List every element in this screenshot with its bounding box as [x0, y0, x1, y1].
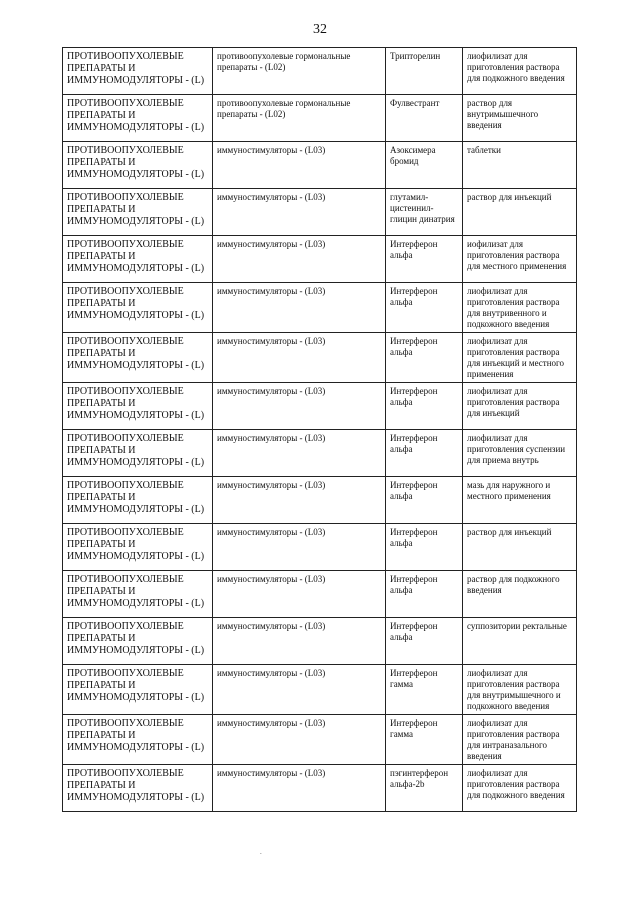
table-row — [63, 715, 577, 765]
table-row — [63, 236, 577, 283]
subgroup-cell: иммуностимуляторы - (L03) — [213, 142, 386, 189]
group-cell: ПРОТИВООПУХОЛЕВЫЕ ПРЕПАРАТЫ И ИММУНОМОДУЛЯТОРЫ - (L) — [63, 665, 213, 715]
group-cell: ПРОТИВООПУХОЛЕВЫЕ ПРЕПАРАТЫ И ИММУНОМОДУЛЯТОРЫ - (L) — [63, 283, 213, 333]
table-row — [63, 765, 577, 812]
dosage-form-cell: лиофилизат для приготовления раствора для внутривенного и подкожного введения — [463, 283, 577, 333]
subgroup-cell: иммуностимуляторы - (L03) — [213, 430, 386, 477]
drug-name-cell: Интерферон альфа — [386, 430, 463, 477]
drug-name-cell: Трипторелин — [386, 48, 463, 95]
dosage-form-cell: лиофилизат для приготовления раствора для инъекций — [463, 383, 577, 430]
drug-name-cell: Фулвестрант — [386, 95, 463, 142]
subgroup-cell: иммуностимуляторы - (L03) — [213, 236, 386, 283]
dosage-form-cell: лиофилизат для приготовления раствора для внутримышечного и подкожного введения — [463, 665, 577, 715]
subgroup-cell: противоопухолевые гормональные препараты - (L02) — [213, 48, 386, 95]
table-row — [63, 383, 577, 430]
subgroup-cell: противоопухолевые гормональные препараты - (L02) — [213, 95, 386, 142]
dosage-form-cell: суппозитории ректальные — [463, 618, 577, 665]
table-row — [63, 571, 577, 618]
table-row — [63, 665, 577, 715]
dosage-form-cell: раствор для инъекций — [463, 189, 577, 236]
subgroup-cell: иммуностимуляторы - (L03) — [213, 618, 386, 665]
drug-name-cell: Интерферон альфа — [386, 236, 463, 283]
table-row — [63, 333, 577, 383]
drug-name-cell: Интерферон альфа — [386, 571, 463, 618]
drug-table — [62, 47, 577, 812]
group-cell: ПРОТИВООПУХОЛЕВЫЕ ПРЕПАРАТЫ И ИММУНОМОДУЛЯТОРЫ - (L) — [63, 618, 213, 665]
table-row — [63, 48, 577, 95]
group-cell: ПРОТИВООПУХОЛЕВЫЕ ПРЕПАРАТЫ И ИММУНОМОДУЛЯТОРЫ - (L) — [63, 430, 213, 477]
group-cell: ПРОТИВООПУХОЛЕВЫЕ ПРЕПАРАТЫ И ИММУНОМОДУЛЯТОРЫ - (L) — [63, 524, 213, 571]
dosage-form-cell: лиофилизат для приготовления раствора для интраназального введения — [463, 715, 577, 765]
dosage-form-cell: таблетки — [463, 142, 577, 189]
drug-name-cell: Интерферон альфа — [386, 333, 463, 383]
drug-name-cell: Интерферон альфа — [386, 524, 463, 571]
table-row — [63, 618, 577, 665]
dosage-form-cell: мазь для наружного и местного применения — [463, 477, 577, 524]
table-row — [63, 189, 577, 236]
page-number: 32 — [313, 22, 327, 37]
group-cell: ПРОТИВООПУХОЛЕВЫЕ ПРЕПАРАТЫ И ИММУНОМОДУЛЯТОРЫ - (L) — [63, 765, 213, 812]
subgroup-cell: иммуностимуляторы - (L03) — [213, 765, 386, 812]
drug-name-cell: Интерферон гамма — [386, 665, 463, 715]
subgroup-cell: иммуностимуляторы - (L03) — [213, 333, 386, 383]
subgroup-cell: иммуностимуляторы - (L03) — [213, 189, 386, 236]
dosage-form-cell: раствор для внутримышечного введения — [463, 95, 577, 142]
table-row — [63, 477, 577, 524]
subgroup-cell: иммуностимуляторы - (L03) — [213, 524, 386, 571]
group-cell: ПРОТИВООПУХОЛЕВЫЕ ПРЕПАРАТЫ И ИММУНОМОДУЛЯТОРЫ - (L) — [63, 142, 213, 189]
drug-name-cell: Интерферон альфа — [386, 618, 463, 665]
group-cell: ПРОТИВООПУХОЛЕВЫЕ ПРЕПАРАТЫ И ИММУНОМОДУЛЯТОРЫ - (L) — [63, 715, 213, 765]
dosage-form-cell: иофилизат для приготовления раствора для местного применения — [463, 236, 577, 283]
dosage-form-cell: лиофилизат для приготовления раствора для инъекций и местного применения — [463, 333, 577, 383]
table-body — [63, 48, 577, 812]
dosage-form-cell: лиофилизат для приготовления раствора для подкожного введения — [463, 765, 577, 812]
dosage-form-cell: лиофилизат для приготовления суспензии для приема внутрь — [463, 430, 577, 477]
group-cell: ПРОТИВООПУХОЛЕВЫЕ ПРЕПАРАТЫ И ИММУНОМОДУЛЯТОРЫ - (L) — [63, 95, 213, 142]
drug-name-cell: пэгинтерферон альфа-2b — [386, 765, 463, 812]
subgroup-cell: иммуностимуляторы - (L03) — [213, 715, 386, 765]
drug-name-cell: Интерферон альфа — [386, 477, 463, 524]
group-cell: ПРОТИВООПУХОЛЕВЫЕ ПРЕПАРАТЫ И ИММУНОМОДУЛЯТОРЫ - (L) — [63, 477, 213, 524]
drug-name-cell: Интерферон альфа — [386, 283, 463, 333]
subgroup-cell: иммуностимуляторы - (L03) — [213, 283, 386, 333]
dosage-form-cell: раствор для инъекций — [463, 524, 577, 571]
drug-name-cell: Интерферон гамма — [386, 715, 463, 765]
group-cell: ПРОТИВООПУХОЛЕВЫЕ ПРЕПАРАТЫ И ИММУНОМОДУЛЯТОРЫ - (L) — [63, 48, 213, 95]
table-row — [63, 524, 577, 571]
drug-name-cell: Азоксимера бромид — [386, 142, 463, 189]
group-cell: ПРОТИВООПУХОЛЕВЫЕ ПРЕПАРАТЫ И ИММУНОМОДУЛЯТОРЫ - (L) — [63, 383, 213, 430]
group-cell: ПРОТИВООПУХОЛЕВЫЕ ПРЕПАРАТЫ И ИММУНОМОДУЛЯТОРЫ - (L) — [63, 333, 213, 383]
subgroup-cell: иммуностимуляторы - (L03) — [213, 477, 386, 524]
drug-name-cell: глутамил-цистеинил-глицин динатрия — [386, 189, 463, 236]
subgroup-cell: иммуностимуляторы - (L03) — [213, 571, 386, 618]
table-row — [63, 430, 577, 477]
table-row — [63, 95, 577, 142]
group-cell: ПРОТИВООПУХОЛЕВЫЕ ПРЕПАРАТЫ И ИММУНОМОДУЛЯТОРЫ - (L) — [63, 571, 213, 618]
table-row — [63, 283, 577, 333]
footer-mark: . — [260, 848, 262, 856]
drug-name-cell: Интерферон альфа — [386, 383, 463, 430]
subgroup-cell: иммуностимуляторы - (L03) — [213, 383, 386, 430]
group-cell: ПРОТИВООПУХОЛЕВЫЕ ПРЕПАРАТЫ И ИММУНОМОДУЛЯТОРЫ - (L) — [63, 236, 213, 283]
dosage-form-cell: раствор для подкожного введения — [463, 571, 577, 618]
table-row — [63, 142, 577, 189]
group-cell: ПРОТИВООПУХОЛЕВЫЕ ПРЕПАРАТЫ И ИММУНОМОДУЛЯТОРЫ - (L) — [63, 189, 213, 236]
subgroup-cell: иммуностимуляторы - (L03) — [213, 665, 386, 715]
dosage-form-cell: лиофилизат для приготовления раствора для подкожного введения — [463, 48, 577, 95]
